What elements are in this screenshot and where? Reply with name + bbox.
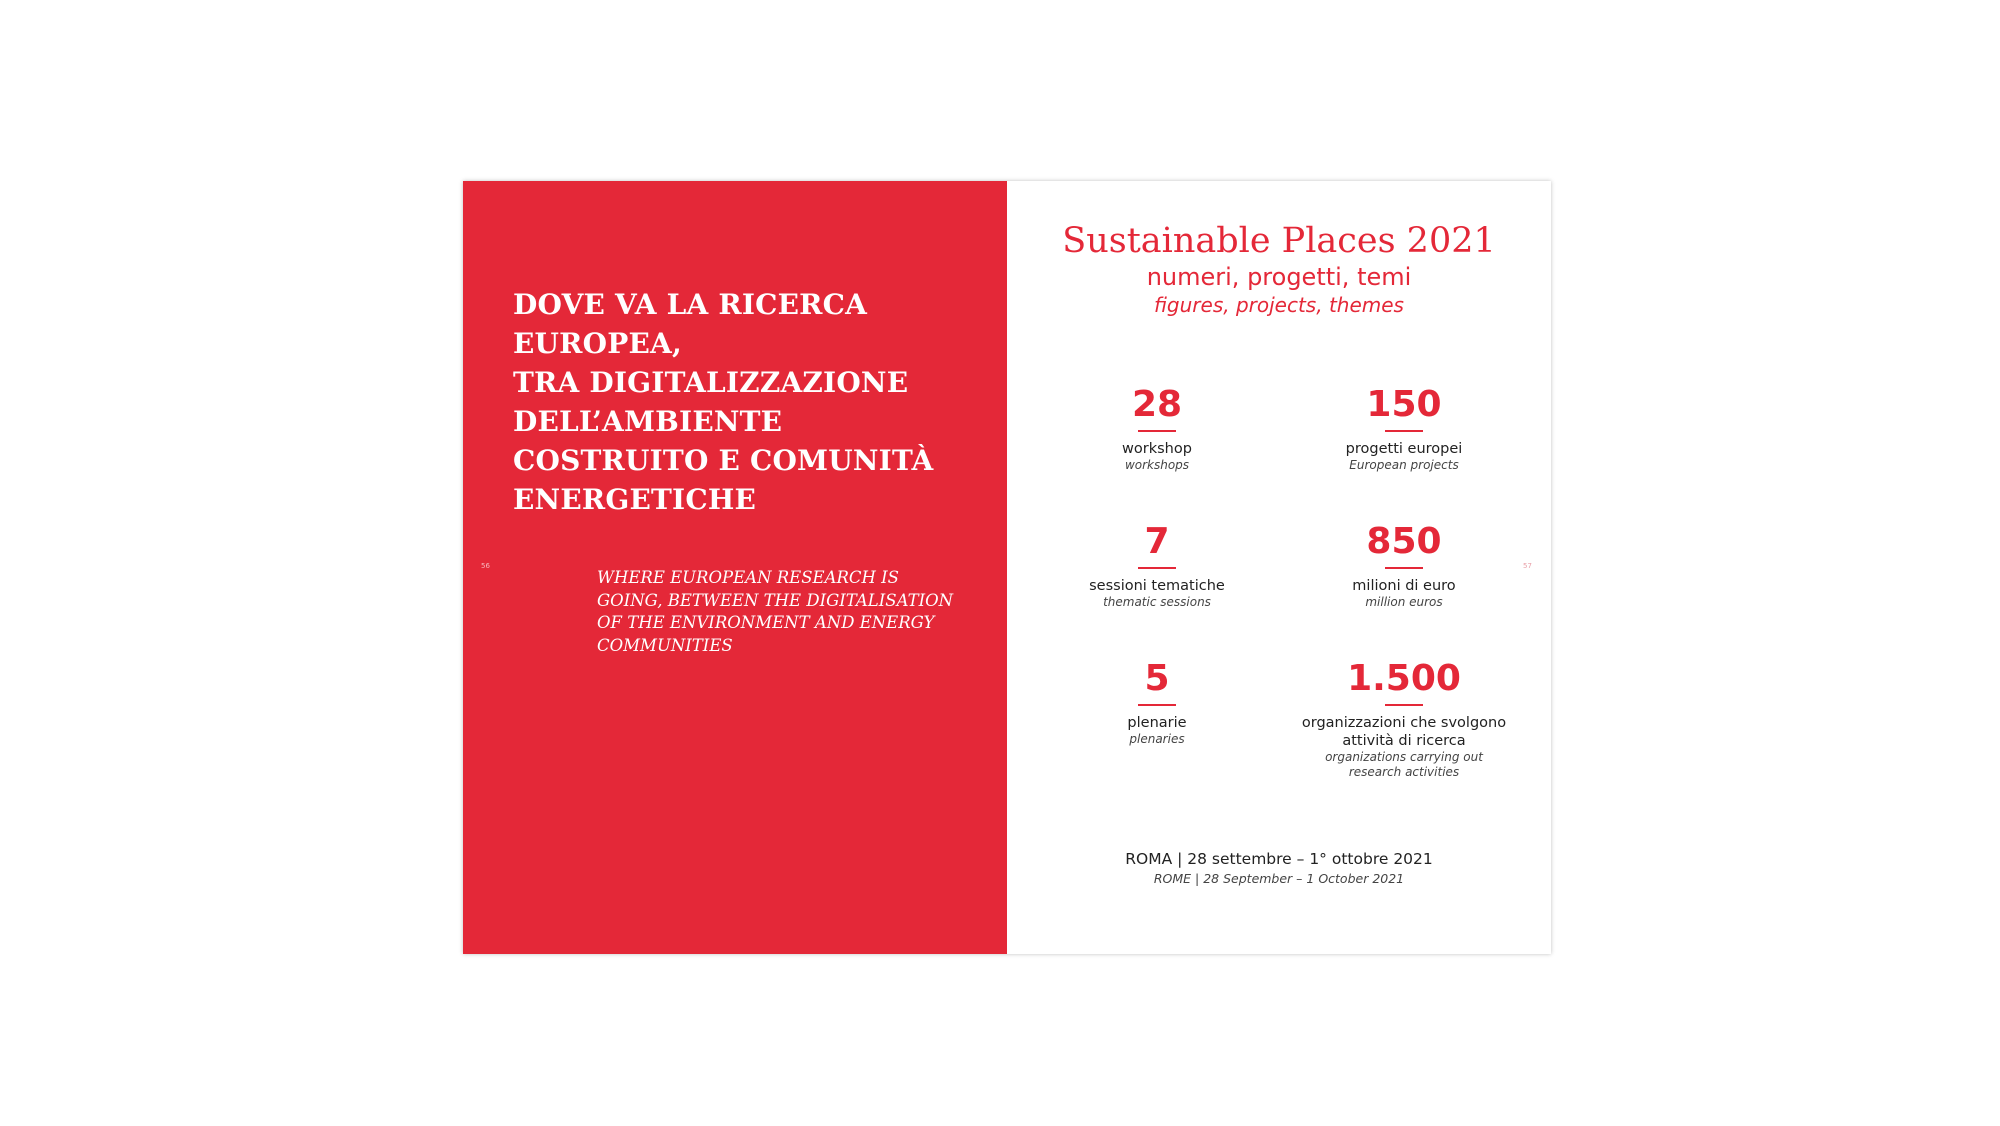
event-dates-english: ROME | 28 September – 1 October 2021 (1153, 871, 1405, 886)
stat-divider (1385, 567, 1423, 569)
right-page (1007, 181, 1551, 954)
main-title-line: ENERGETICHE (513, 483, 757, 516)
stat-value: 28 (1131, 384, 1183, 425)
stat-funding (1279, 522, 1529, 610)
main-title-line: DELL’AMBIENTE (513, 405, 783, 438)
stat-divider (1385, 430, 1423, 432)
stat-label-english: thematic sessions (1103, 595, 1211, 609)
stat-label-italian: organizzazioni che svolgono (1301, 715, 1507, 731)
stat-workshops (1077, 385, 1237, 473)
stat-label-italian: progetti europei (1345, 441, 1463, 457)
stat-label-italian: workshop (1122, 441, 1192, 457)
english-subtitle-line: OF THE ENVIRONMENT AND ENERGY (597, 613, 935, 632)
event-subtitle-italian: numeri, progetti, temi (1146, 263, 1412, 291)
page-number-right: 57 (1523, 562, 1532, 570)
english-subtitle (597, 567, 987, 657)
stat-divider (1138, 704, 1176, 706)
stat-value: 1.500 (1347, 658, 1461, 699)
stat-value: 7 (1144, 521, 1170, 562)
stat-label-italian: milioni di euro (1352, 578, 1456, 594)
stat-label-italian: sessioni tematiche (1089, 578, 1225, 594)
english-subtitle-line: WHERE EUROPEAN RESEARCH IS (597, 568, 899, 587)
stat-label-english: European projects (1349, 458, 1459, 472)
stat-label-english: million euros (1365, 595, 1443, 609)
stat-label-english: organizations carrying out (1325, 750, 1483, 764)
stat-label-english: workshops (1124, 458, 1190, 472)
main-title-line: TRA DIGITALIZZAZIONE (513, 366, 909, 399)
stat-label-english: research activities (1348, 765, 1460, 779)
stat-value: 850 (1366, 521, 1442, 562)
page-number-left: 56 (481, 562, 490, 570)
main-title-line: EUROPEA, (513, 327, 682, 360)
main-title-line: COSTRUITO E COMUNITÀ (513, 444, 934, 477)
event-subtitle-english: figures, projects, themes (1154, 293, 1404, 317)
main-title (513, 285, 983, 519)
english-subtitle-line: COMMUNITIES (597, 635, 733, 655)
stat-label-english: plenaries (1129, 732, 1185, 746)
stat-divider (1138, 567, 1176, 569)
stat-organizations (1279, 659, 1529, 780)
stat-value: 5 (1144, 658, 1170, 699)
stat-divider (1385, 704, 1423, 706)
left-page (463, 181, 1007, 954)
stat-label-italian: attività di ricerca (1342, 733, 1466, 749)
main-title-line: DOVE VA LA RICERCA (513, 288, 868, 321)
stat-label-italian: plenarie (1127, 715, 1187, 731)
brochure-spread (463, 181, 1551, 954)
stat-sessions (1077, 522, 1237, 610)
stat-divider (1138, 430, 1176, 432)
event-dates-italian: ROMA | 28 settembre – 1° ottobre 2021 (1125, 850, 1433, 868)
stat-plenaries (1077, 659, 1237, 747)
english-subtitle-line: GOING, BETWEEN THE DIGITALISATION (597, 590, 954, 610)
stat-value: 150 (1366, 384, 1442, 425)
stat-projects (1279, 385, 1529, 473)
event-title: Sustainable Places 2021 (1062, 221, 1496, 261)
